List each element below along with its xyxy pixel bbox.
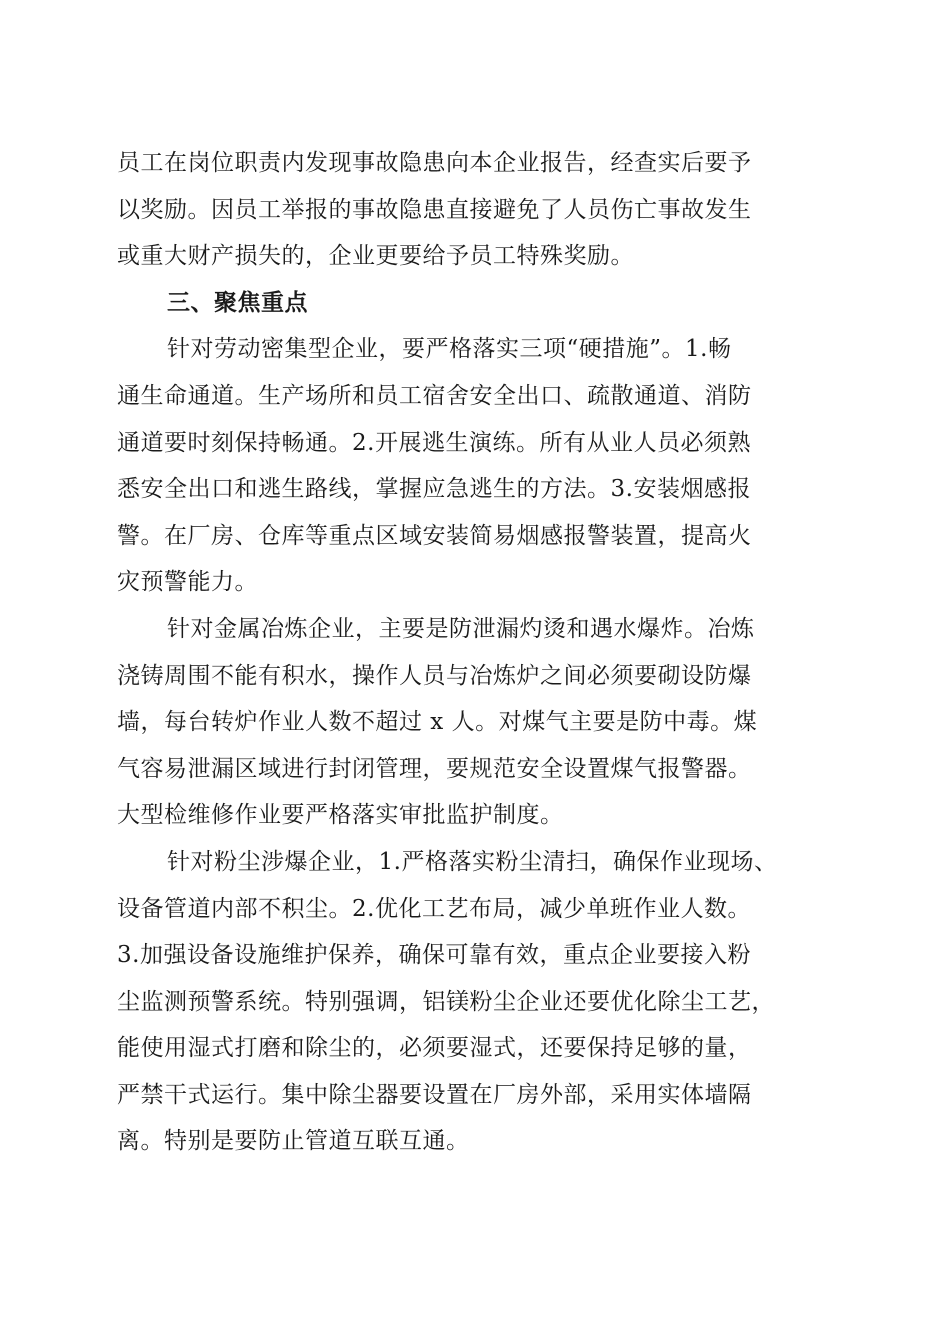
paragraph-line: 灾预警能力。 bbox=[117, 569, 258, 596]
paragraph-line: 针对粉尘涉爆企业，1.严格落实粉尘清扫，确保作业现场、 bbox=[167, 848, 778, 875]
paragraph-labor-intensive bbox=[117, 326, 837, 606]
paragraph-line: 尘监测预警系统。特别强调，铝镁粉尘企业还要优化除尘工艺， bbox=[117, 988, 775, 1015]
paragraph-intro bbox=[117, 140, 837, 280]
paragraph-line: 悉安全出口和逃生路线，掌握应急逃生的方法。3.安装烟感报 bbox=[117, 476, 751, 503]
section-heading: 三、聚焦重点 bbox=[167, 289, 308, 316]
paragraph-line: 针对劳动密集型企业，要严格落实三项“硬措施”。1.畅 bbox=[167, 336, 732, 363]
paragraph-line: 针对金属冶炼企业，主要是防泄漏灼烫和遇水爆炸。冶炼 bbox=[167, 615, 755, 642]
document-body bbox=[117, 140, 837, 1165]
paragraph-line: 设备管道内部不积尘。2.优化工艺布局，减少单班作业人数。 bbox=[117, 895, 751, 922]
paragraph-line: 以奖励。因员工举报的事故隐患直接避免了人员伤亡事故发生 bbox=[117, 196, 752, 223]
paragraph-line: 能使用湿式打磨和除尘的，必须要湿式，还要保持足够的量， bbox=[117, 1035, 752, 1062]
paragraph-line: 离。特别是要防止管道互联互通。 bbox=[117, 1128, 470, 1155]
paragraph-line: 警。在厂房、仓库等重点区域安装简易烟感报警装置，提高火 bbox=[117, 522, 752, 549]
paragraph-line: 3.加强设备设施维护保养，确保可靠有效，重点企业要接入粉 bbox=[117, 942, 751, 969]
paragraph-line: 通道要时刻保持畅通。2.开展逃生演练。所有从业人员必须熟 bbox=[117, 429, 751, 456]
paragraph-line: 墙，每台转炉作业人数不超过 x 人。对煤气主要是防中毒。煤 bbox=[117, 709, 758, 736]
paragraph-line: 大型检维修作业要严格落实审批监护制度。 bbox=[117, 802, 564, 829]
paragraph-line: 严禁干式运行。集中除尘器要设置在厂房外部，采用实体墙隔 bbox=[117, 1081, 752, 1108]
paragraph-line: 通生命通道。生产场所和员工宿舍安全出口、疏散通道、消防 bbox=[117, 382, 752, 409]
paragraph-line: 浇铸周围不能有积水，操作人员与冶炼炉之间必须要砌设防爆 bbox=[117, 662, 752, 689]
paragraph-line: 员工在岗位职责内发现事故隐患向本企业报告，经查实后要予 bbox=[117, 150, 752, 176]
paragraph-line: 或重大财产损失的，企业更要给予员工特殊奖励。 bbox=[117, 243, 634, 270]
paragraph-line: 气容易泄漏区域进行封闭管理，要规范安全设置煤气报警器。 bbox=[117, 755, 752, 782]
paragraph-dust-explosion bbox=[117, 839, 837, 1165]
paragraph-metal-smelting bbox=[117, 606, 837, 839]
